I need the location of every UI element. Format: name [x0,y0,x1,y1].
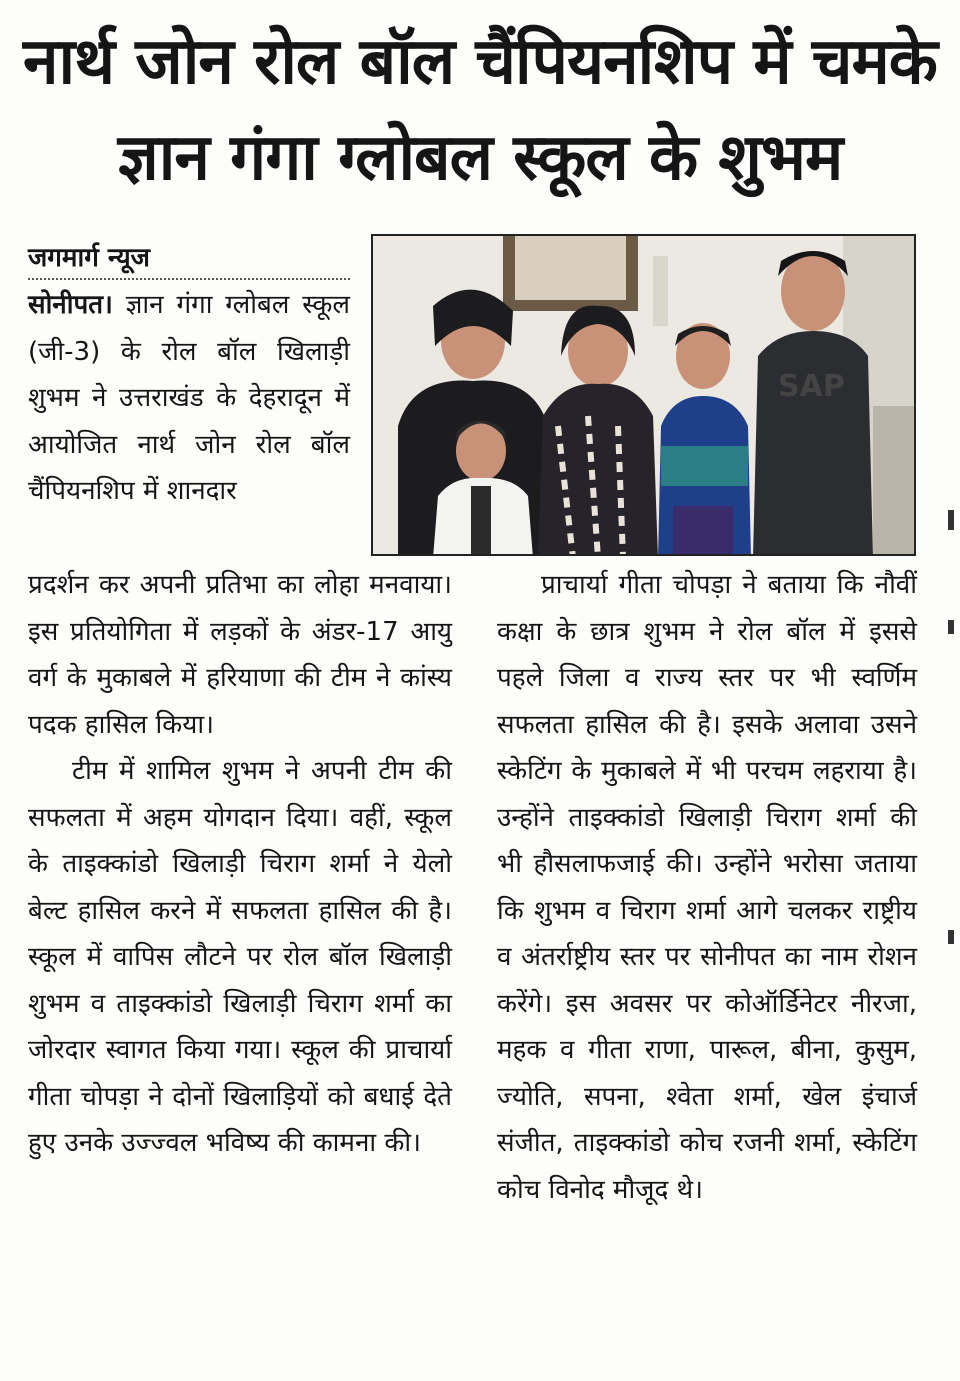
article-paragraph-2: टीम में शामिल शुभम ने अपनी टीम की सफलता में अहम योगदान दिया। वहीं, स्कूल के ताइक्कांडो खिलाड़ी चिराग शर्मा ने येलो बेल्ट हासिल करने में सफलता हासिल की है। स्कूल में वापिस लौटने पर रोल बॉल खिलाड़ी शुभम व ताइक्कांडो खिलाड़ी चिराग शर्मा का जोरदार स्वागत किया गया। स्कूल की प्राचार्या गीता चोपड़ा ने दोनों खिलाड़ियों को बधाई देते हुए उनके उज्ज्वल भविष्य की कामना की। [28,756,452,1158]
page-edge-mark [948,510,954,530]
article-text-intro: ज्ञान गंगा ग्लोबल स्कूल (जी-3) के रोल बॉल खिलाड़ी शुभम ने उत्तराखंड के देहरादून में आयोजित नार्थ जोन रोल बॉल चैंपियनशिप में शानदार [28,290,350,506]
page-edge-mark [948,930,954,944]
group-photo [371,234,916,556]
page-edge-mark [948,620,954,634]
group-photo-image [373,236,916,556]
headline-line-1: नार्थ जोन रोल बॉल चैंपियनशिप में चमके [23,25,937,99]
article-column-left-bottom [28,562,452,1167]
dateline: सोनीपत। [28,290,113,320]
article-paragraph-3: प्राचार्या गीता चोपड़ा ने बताया कि नौवीं कक्षा के छात्र शुभम ने रोल बॉल में इससे पहले जिला व राज्य स्तर पर भी स्वर्णिम सफलता हासिल की है। इसके अलावा उसने स्केटिंग के मुकाबले में भी परचम लहराया है। उन्होंने ताइक्कांडो खिलाड़ी चिराग शर्मा की भी हौसलाफजाई की। उन्होंने भरोसा जताया कि शुभम व चिराग शर्मा आगे चलकर राष्ट्रीय व अंतर्राष्ट्रीय स्तर पर सोनीपत का नाम रोशन करेंगे। इस अवसर पर कोऑर्डिनेटर नीरजा, महक व गीता राणा, पारूल, बीना, कुसुम, ज्योति, सपना, श्वेता शर्मा, खेल इंचार्ज संजीत, ताइक्कांडो कोच रजनी शर्मा, स्केटिंग कोच विनोद मौजूद थे। [497,570,917,1205]
article-column-left-top [28,282,350,515]
byline: जगमार्ग न्यूज [28,238,350,280]
svg-text:SAP: SAP [778,369,845,404]
article-paragraph-1: प्रदर्शन कर अपनी प्रतिभा का लोहा मनवाया। इस प्रतियोगिता में लड़कों के अंडर-17 आयु वर्ग के मुकाबले में हरियाणा की टीम ने कांस्य पदक हासिल किया। [28,570,452,740]
headline-line-2: ज्ञान गंगा ग्लोबल स्कूल के शुभम [117,121,843,195]
article-column-right [497,562,917,1213]
